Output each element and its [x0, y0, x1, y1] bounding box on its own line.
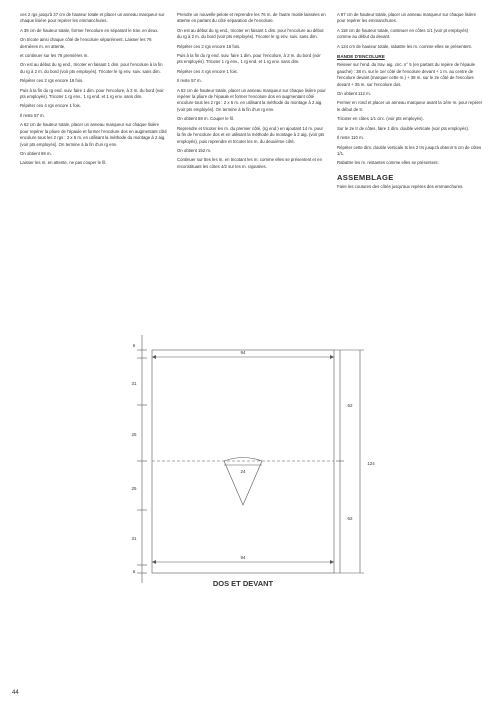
paragraph: On obtient 112 m.	[337, 91, 371, 97]
paragraph: Il reste 57 m.	[177, 78, 202, 84]
paragraph: Répéter ces 2 rgs encore 16 fois.	[177, 43, 241, 49]
paragraph: Laisser les m. en attente, ne pas couper le fil.	[20, 160, 107, 166]
paragraph: On est au début du rg end., tricoter en faisant 1 dim. pour l'encolure au début du rg à 2 m. du bord (voir pts employés). Tricoter le rg env. suiv. sans dim.	[177, 27, 324, 40]
paragraph: Répéter ces 2 rgs encore 16 fois.	[20, 78, 84, 84]
paragraph: Puis à la fin du rg end. suiv. faire 1 dim. pour l'encolure, à 2 m. du bord (voir pts employés). Tricoter 1 rg env., 1 rg end. et 1 rg env. sans dim.	[177, 53, 321, 65]
dim-left-2: 25	[131, 432, 137, 437]
paragraph: On obtient 69 m. Couper le fil.	[177, 116, 235, 122]
paragraph: A 87 cm de hauteur totale, placer un anneau marqueur sur chaque lisière pour repérer les emmanchures.	[337, 12, 477, 24]
paragraph: A 62 cm de hauteur totale, placer un anneau marqueur sur chaque lisière pour repérer la pliure de l'épaule et former l'encolure dos en augmentant côté encolure tous les 2 rgs : 2 x 6 m. en utilisant la méthode du montage à 2 aig. (voir pts employés). On termine à la fin d'un rg env.	[20, 122, 167, 147]
dim-top-width: 94	[240, 350, 246, 355]
arrow-top-left	[152, 355, 156, 359]
dim-left-3: 25	[131, 486, 137, 491]
dim-right-upper: 62	[347, 403, 353, 408]
neckline-v	[224, 461, 262, 505]
paragraph: Reprendre et tricoter les m. du premier côté, (rg end.) en ajoutant 14 m. pour la fin de l'encolure dos et en utilisant la méthode du montage à 2 aig. (voir pts employés), puis reprendre et tricoter les m. du deuxième côté.	[177, 125, 325, 144]
paragraph: ces 2 rgs jusqu'à 37 cm de hauteur totale et placer un anneau marqueur sur chaque lisière pour repérer les emmanchures.	[20, 12, 165, 24]
paragraph: Prendre un nouvelle pelote et reprendre les 76 m. de l'autre moitié laissées en attente en partant du côté séparation de l'encolure.	[177, 12, 326, 24]
dim-right-lower: 62	[347, 516, 353, 521]
paragraph: A 39 cm de hauteur totale, former l'encolure en séparant le trav. en deux.	[20, 27, 159, 33]
dim-left-bottom: 6	[132, 569, 136, 574]
paragraph: Relever sur l'end. du trav. aig. circ. n° 5 (en partant du repère de l'épaule gauche) : 38 m. sur le 1er côté de l'encolure devant + 1 m. au centre de l'encolure devant (marquer cette m.) + 38 m. sur le 2e côté de l'encolure devant + 35 m. sur l'encolure dos.	[337, 62, 475, 87]
arrow-top-right	[330, 355, 334, 359]
dim-left-4: 31	[131, 536, 137, 541]
paragraph: Il reste 110 m.	[337, 135, 364, 141]
paragraph: Continuer sur ttes les m. en tricotant les m. comme elles se présentent et en reconstituant les côtes 4/2 sur les m. rajoutées.	[177, 157, 322, 169]
paragraph: Faire les coutures des côtés jusqu'aux repères des emmanchures.	[337, 183, 464, 189]
neckband-subheading: BANDE D'ENCOLURE	[337, 54, 385, 60]
arrow-bottom-right	[330, 560, 334, 564]
paragraph: Rabattre les m. restantes comme elles se présentent.	[337, 160, 439, 166]
diagram-title: DOS ET DEVANT	[212, 579, 274, 588]
dim-right-total: 124	[367, 461, 375, 466]
paragraph: et continuer sur les 76 premières m.	[20, 53, 89, 59]
dim-left-top: 6	[132, 343, 136, 348]
paragraph: A 124 cm de hauteur totale, rabattre les m. comme elles se présentent.	[337, 43, 472, 49]
garment-outline	[152, 350, 334, 573]
dim-left-1: 31	[131, 381, 137, 386]
paragraph: Puis à la fin du rg end. suiv. faire 1 dim. pour l'encolure, à 2 m. du bord (voir pts employés). Tricoter 1 rg env., 1 rg end. et 1 rg env. sans dim.	[20, 87, 164, 100]
paragraph: Répéter ces 4 rgs encore 1 fois.	[20, 103, 81, 109]
neckline-back-curve	[224, 458, 262, 462]
paragraph: Répéter ces 4 rgs encore 1 fois.	[177, 68, 238, 74]
paragraph: On est au début du rg end., tricoter en faisant 1 dim. pour l'encolure à la fin du rg à 2 m. du bord (voir pts employés). Tricoter le rg env. suiv. sans dim.	[20, 62, 163, 74]
paragraph: Tricoter en côtes 1/1 circ. (voir pts employés).	[337, 116, 424, 122]
paragraph: A 118 cm de hauteur totale, continuer en côtes 1/1 (voir pt employés) comme au début du devant.	[337, 27, 469, 40]
paragraph: On tricote ainsi chaque côté de l'encolure séparément. Laisser les 76 dernières m. en attente,	[20, 37, 152, 49]
dim-bottom-width: 94	[240, 555, 246, 560]
arrow-bottom-left	[152, 560, 156, 564]
page-number: 44	[12, 690, 19, 696]
paragraph: A 62 cm de hauteur totale, placer un anneau marqueur sur chaque lisière pour repérer la pliure de l'épaule et former l'encolure dos en augmentant côté encolure tous les 2 rgs : 2 x 6 m. en utilisant la méthode du montage à 2 aig. (voir pts employés). On termine à la fin d'un rg env.	[177, 87, 326, 112]
paragraph: On obtient 69 m.	[20, 150, 52, 156]
assembly-heading: ASSEMBLAGE	[337, 172, 394, 182]
dim-neck-width: 24	[240, 469, 246, 474]
paragraph: Il reste 57 m.	[20, 112, 45, 118]
paragraph: Fermer en rond et placer un anneau marqueur avant la 1ère m. pour repérer le début de tr.	[337, 100, 483, 112]
paragraph: Sur le 2e tr de côtes, faire 1 dim. double verticale (voir pts employés).	[337, 125, 470, 131]
paragraph: Répéter cette dim. double verticale ts les 2 trs jusqu'à obtenir 5 cm de côtes 1/1.	[337, 144, 482, 156]
paragraph: On obtient 152 m.	[177, 147, 212, 153]
